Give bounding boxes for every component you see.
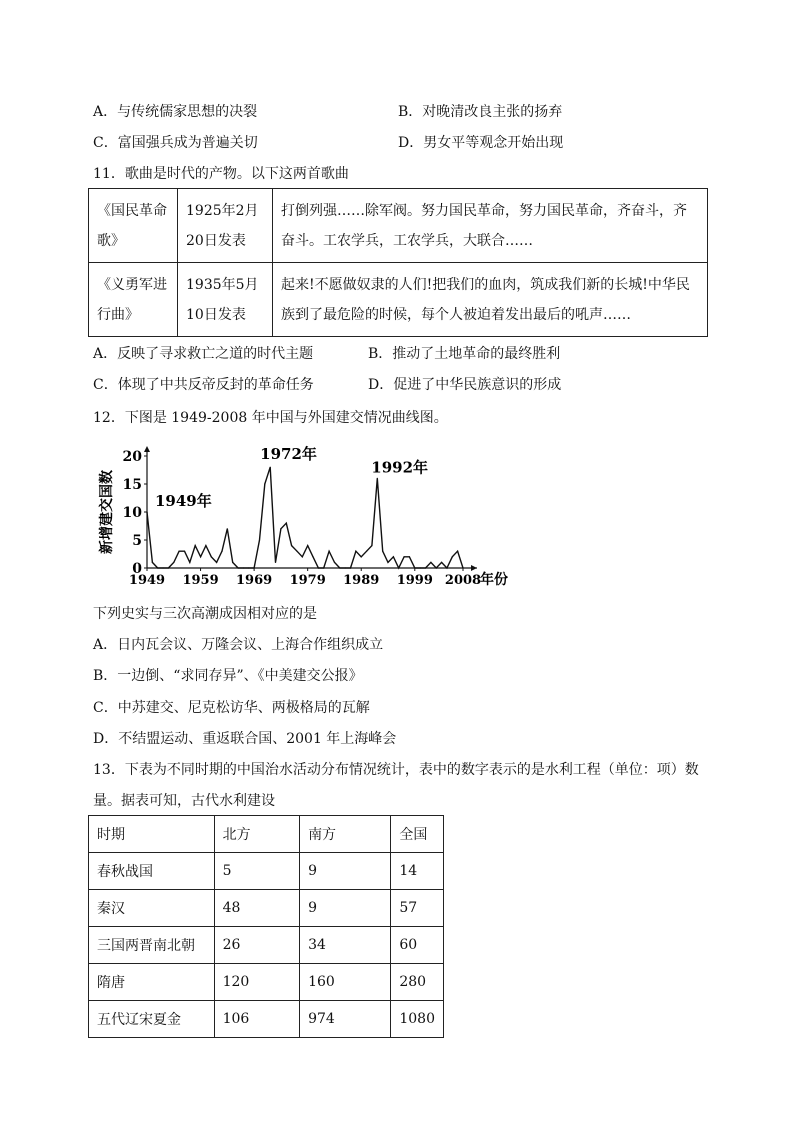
south-cell: 974 — [300, 1001, 391, 1038]
data-point — [420, 567, 421, 568]
q12-option-d: D．不结盟运动、重返联合国、2001 年上海峰会 — [93, 731, 397, 747]
column-header: 时期 — [89, 816, 215, 853]
data-point — [291, 545, 292, 546]
peak-annotation: 1972年 — [260, 445, 317, 464]
data-point — [355, 551, 356, 552]
x-tick-label: 1949 — [128, 573, 166, 588]
north-cell: 26 — [214, 927, 299, 964]
data-point — [200, 556, 201, 557]
q11-option-b: B．推动了土地革命的最终胜利 — [368, 346, 561, 362]
column-header: 全国 — [391, 816, 444, 853]
data-point — [184, 551, 185, 552]
songs-table — [88, 188, 708, 337]
data-point — [152, 562, 153, 563]
data-point — [302, 556, 303, 557]
song-date: 1935年5月10日发表 — [178, 263, 273, 337]
q10-option-b: B．对晚清改良主张的扬弃 — [398, 104, 563, 120]
data-point — [146, 511, 147, 512]
table-row — [89, 189, 708, 263]
period-cell: 五代辽宋夏金 — [89, 1001, 215, 1038]
song-title: 《国民革命歌》 — [89, 189, 178, 263]
data-point — [286, 523, 287, 524]
data-point — [264, 483, 265, 484]
data-point — [221, 551, 222, 552]
north-cell: 5 — [214, 853, 299, 890]
data-point — [350, 567, 351, 568]
q11-stem: 11．歌曲是时代的产物。以下这两首歌曲 — [93, 166, 349, 182]
peak-annotation: 1992年 — [371, 458, 429, 477]
table-row — [89, 1001, 444, 1038]
data-point — [361, 556, 362, 557]
series-line — [147, 467, 463, 568]
data-point — [307, 545, 308, 546]
x-axis-label: 年份 — [480, 572, 508, 588]
data-point — [446, 567, 447, 568]
x-tick-label: 1979 — [289, 573, 326, 588]
period-cell: 春秋战国 — [89, 853, 215, 890]
data-point — [232, 562, 233, 563]
x-tick-label: 1999 — [396, 573, 433, 588]
total-cell: 60 — [391, 927, 444, 964]
total-cell: 1080 — [391, 1001, 444, 1038]
data-point — [452, 556, 453, 557]
song-date: 1925年2月20日发表 — [178, 189, 273, 263]
data-point — [270, 467, 271, 468]
data-point — [157, 567, 158, 568]
y-tick-label: 5 — [132, 533, 142, 549]
table-row — [89, 964, 444, 1001]
data-point — [296, 551, 297, 552]
data-point — [441, 562, 442, 563]
data-point — [168, 567, 169, 568]
song-title: 《义勇军进行曲》 — [89, 263, 178, 337]
y-tick-label: 10 — [122, 505, 142, 521]
data-point — [227, 528, 228, 529]
south-cell: 34 — [300, 927, 391, 964]
table-row — [89, 853, 444, 890]
y-tick-label: 15 — [122, 477, 142, 493]
total-cell: 280 — [391, 964, 444, 1001]
q12-option-c: C．中苏建交、尼克松访华、两极格局的瓦解 — [93, 700, 370, 716]
data-point — [248, 567, 249, 568]
q12-question: 下列史实与三次高潮成因相对应的是 — [93, 606, 317, 622]
north-cell: 120 — [214, 964, 299, 1001]
y-tick-label: 0 — [132, 561, 142, 577]
data-point — [323, 567, 324, 568]
data-point — [318, 567, 319, 568]
x-tick-label: 2008 — [444, 573, 482, 588]
data-point — [280, 528, 281, 529]
south-cell: 9 — [300, 890, 391, 927]
data-point — [371, 545, 372, 546]
data-point — [430, 562, 431, 563]
x-tick-label: 1989 — [343, 573, 380, 588]
data-point — [275, 562, 276, 563]
data-point — [462, 567, 463, 568]
diplomatic-relations-chart — [95, 440, 525, 590]
total-cell: 57 — [391, 890, 444, 927]
q10-option-d: D．男女平等观念开始出现 — [398, 135, 564, 151]
data-point — [334, 562, 335, 563]
column-header: 南方 — [300, 816, 391, 853]
data-point — [393, 556, 394, 557]
q10-option-c: C．富国强兵成为普遍关切 — [93, 135, 258, 151]
data-point — [243, 567, 244, 568]
table-row — [89, 890, 444, 927]
q12-stem: 12．下图是 1949-2008 年中国与外国建交情况曲线图。 — [93, 410, 448, 426]
data-point — [436, 567, 437, 568]
table-row — [89, 263, 708, 337]
column-header: 北方 — [214, 816, 299, 853]
data-point — [339, 567, 340, 568]
table-row — [89, 927, 444, 964]
data-point — [179, 551, 180, 552]
data-point — [189, 562, 190, 563]
south-cell: 160 — [300, 964, 391, 1001]
data-point — [312, 556, 313, 557]
data-point — [414, 567, 415, 568]
data-point — [398, 567, 399, 568]
data-point — [259, 539, 260, 540]
data-point — [425, 567, 426, 568]
q11-option-a: A．反映了寻求救亡之道的时代主题 — [93, 346, 314, 362]
q13-stem-line2: 量。据表可知，古代水利建设 — [93, 793, 275, 809]
data-point — [216, 562, 217, 563]
period-cell: 三国两晋南北朝 — [89, 927, 215, 964]
data-point — [163, 567, 164, 568]
data-point — [377, 478, 378, 479]
data-point — [366, 551, 367, 552]
q10-option-a: A．与传统儒家思想的决裂 — [93, 104, 258, 120]
song-lyrics: 打倒列强……除军阀。努力国民革命，努力国民革命，齐奋斗，齐奋斗。工农学兵，工农学兵，大联合…… — [273, 189, 708, 263]
total-cell: 14 — [391, 853, 444, 890]
x-tick-label: 1959 — [182, 573, 219, 588]
data-point — [329, 551, 330, 552]
y-axis-arrow — [144, 446, 150, 452]
song-lyrics: 起来!不愿做奴隶的人们!把我们的血肉，筑成我们新的长城!中华民族到了最危险的时候，每个人被迫着发出最后的吼声…… — [273, 263, 708, 337]
water-projects-table — [88, 815, 444, 1038]
data-point — [254, 567, 255, 568]
data-point — [345, 567, 346, 568]
q13-stem-line1: 13．下表为不同时期的中国治水活动分布情况统计，表中的数字表示的是水利工程（单位：项）数 — [93, 762, 699, 778]
x-tick-label: 1969 — [236, 573, 273, 588]
data-point — [387, 562, 388, 563]
q11-option-c: C．体现了中共反帝反封的革命任务 — [93, 377, 314, 393]
period-cell: 秦汉 — [89, 890, 215, 927]
table-header-row — [89, 816, 444, 853]
data-point — [173, 562, 174, 563]
q12-option-b: B．一边倒、“求同存异”、《中美建交公报》 — [93, 668, 363, 684]
y-tick-label: 20 — [122, 449, 142, 465]
q11-option-d: D．促进了中华民族意识的形成 — [368, 377, 562, 393]
data-point — [409, 556, 410, 557]
north-cell: 48 — [214, 890, 299, 927]
x-axis-arrow — [471, 565, 477, 571]
data-point — [211, 556, 212, 557]
period-cell: 隋唐 — [89, 964, 215, 1001]
data-point — [205, 545, 206, 546]
y-axis-label: 新增建交国数 — [99, 470, 115, 554]
q12-option-a: A．日内瓦会议、万隆会议、上海合作组织成立 — [93, 637, 384, 653]
data-point — [457, 551, 458, 552]
data-point — [195, 545, 196, 546]
north-cell: 106 — [214, 1001, 299, 1038]
data-point — [404, 556, 405, 557]
data-point — [382, 551, 383, 552]
peak-annotation: 1949年 — [155, 492, 212, 510]
data-point — [238, 567, 239, 568]
south-cell: 9 — [300, 853, 391, 890]
